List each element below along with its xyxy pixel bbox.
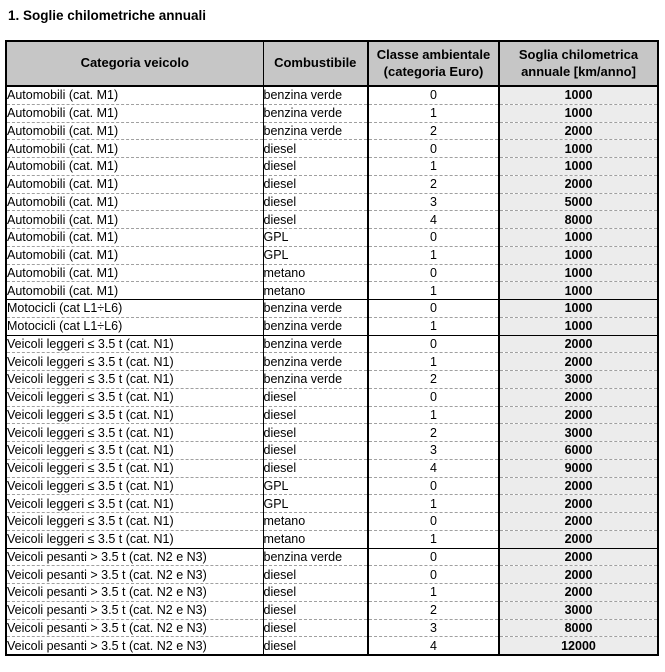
cell-soglia: 1000 [499,229,658,247]
cell-classe-euro: 1 [368,353,499,371]
cell-combustibile: GPL [263,229,368,247]
cell-soglia: 2000 [499,335,658,353]
table-body [6,86,658,655]
cell-soglia: 2000 [499,548,658,566]
cell-categoria: Automobili (cat. M1) [6,158,263,176]
cell-soglia: 2000 [499,495,658,513]
cell-categoria: Veicoli leggeri ≤ 3.5 t (cat. N1) [6,406,263,424]
cell-classe-euro: 1 [368,584,499,602]
table-row [6,211,658,229]
cell-combustibile: benzina verde [263,122,368,140]
cell-categoria: Veicoli pesanti > 3.5 t (cat. N2 e N3) [6,548,263,566]
cell-categoria: Automobili (cat. M1) [6,104,263,122]
table-row [6,282,658,300]
cell-combustibile: diesel [263,424,368,442]
table-row [6,193,658,211]
table-row [6,175,658,193]
cell-combustibile: GPL [263,246,368,264]
cell-combustibile: diesel [263,406,368,424]
cell-soglia: 1000 [499,158,658,176]
table-row [6,495,658,513]
cell-categoria: Veicoli leggeri ≤ 3.5 t (cat. N1) [6,335,263,353]
cell-classe-euro: 0 [368,388,499,406]
table-row [6,371,658,389]
cell-categoria: Automobili (cat. M1) [6,246,263,264]
cell-soglia: 2000 [499,566,658,584]
cell-categoria: Veicoli leggeri ≤ 3.5 t (cat. N1) [6,477,263,495]
cell-classe-euro: 0 [368,300,499,318]
cell-classe-euro: 3 [368,619,499,637]
cell-soglia: 1000 [499,86,658,104]
table-row [6,140,658,158]
cell-classe-euro: 1 [368,406,499,424]
cell-categoria: Veicoli leggeri ≤ 3.5 t (cat. N1) [6,513,263,531]
cell-categoria: Veicoli pesanti > 3.5 t (cat. N2 e N3) [6,637,263,655]
col-header-soglia: Soglia chilometrica annuale [km/anno] [499,41,658,86]
cell-combustibile: diesel [263,211,368,229]
cell-soglia: 1000 [499,282,658,300]
cell-soglia: 9000 [499,459,658,477]
cell-classe-euro: 0 [368,477,499,495]
cell-combustibile: metano [263,530,368,548]
col-header-classe: Classe ambientale (categoria Euro) [368,41,499,86]
cell-categoria: Automobili (cat. M1) [6,140,263,158]
cell-soglia: 3000 [499,601,658,619]
table-row [6,459,658,477]
header-row [6,41,658,86]
col-header-categoria: Categoria veicolo [6,41,263,86]
cell-combustibile: metano [263,282,368,300]
cell-categoria: Veicoli leggeri ≤ 3.5 t (cat. N1) [6,442,263,460]
cell-classe-euro: 2 [368,424,499,442]
col-header-combustibile: Combustibile [263,41,368,86]
cell-soglia: 2000 [499,477,658,495]
cell-categoria: Veicoli pesanti > 3.5 t (cat. N2 e N3) [6,619,263,637]
cell-soglia: 2000 [499,175,658,193]
cell-combustibile: benzina verde [263,371,368,389]
cell-classe-euro: 0 [368,86,499,104]
cell-combustibile: diesel [263,619,368,637]
cell-combustibile: GPL [263,495,368,513]
table-row [6,442,658,460]
cell-classe-euro: 0 [368,566,499,584]
cell-classe-euro: 0 [368,335,499,353]
table-row [6,264,658,282]
cell-categoria: Veicoli pesanti > 3.5 t (cat. N2 e N3) [6,601,263,619]
cell-combustibile: diesel [263,601,368,619]
table-row [6,246,658,264]
cell-categoria: Automobili (cat. M1) [6,229,263,247]
cell-soglia: 1000 [499,104,658,122]
cell-combustibile: diesel [263,140,368,158]
cell-combustibile: metano [263,513,368,531]
cell-soglia: 8000 [499,211,658,229]
cell-classe-euro: 0 [368,229,499,247]
cell-classe-euro: 0 [368,513,499,531]
cell-soglia: 8000 [499,619,658,637]
cell-combustibile: benzina verde [263,548,368,566]
cell-soglia: 1000 [499,264,658,282]
cell-combustibile: benzina verde [263,317,368,335]
cell-categoria: Automobili (cat. M1) [6,211,263,229]
table-row [6,566,658,584]
cell-soglia: 12000 [499,637,658,655]
cell-categoria: Automobili (cat. M1) [6,122,263,140]
cell-categoria: Veicoli leggeri ≤ 3.5 t (cat. N1) [6,388,263,406]
table-row [6,637,658,655]
cell-combustibile: benzina verde [263,335,368,353]
cell-classe-euro: 1 [368,246,499,264]
cell-classe-euro: 1 [368,495,499,513]
soglie-table [5,40,659,656]
cell-classe-euro: 1 [368,104,499,122]
page-title: 1. Soglie chilometriche annuali [8,8,207,23]
table-row [6,353,658,371]
cell-categoria: Veicoli pesanti > 3.5 t (cat. N2 e N3) [6,584,263,602]
cell-categoria: Automobili (cat. M1) [6,86,263,104]
table-row [6,86,658,104]
table-row [6,317,658,335]
table-row [6,229,658,247]
cell-soglia: 1000 [499,300,658,318]
cell-combustibile: diesel [263,175,368,193]
cell-combustibile: benzina verde [263,353,368,371]
cell-classe-euro: 0 [368,548,499,566]
cell-soglia: 3000 [499,371,658,389]
table-row [6,300,658,318]
cell-soglia: 1000 [499,317,658,335]
cell-combustibile: diesel [263,158,368,176]
cell-soglia: 2000 [499,406,658,424]
cell-classe-euro: 1 [368,530,499,548]
cell-combustibile: diesel [263,388,368,406]
cell-categoria: Motocicli (cat L1÷L6) [6,300,263,318]
cell-combustibile: benzina verde [263,300,368,318]
cell-soglia: 3000 [499,424,658,442]
cell-classe-euro: 1 [368,158,499,176]
cell-combustibile: diesel [263,459,368,477]
cell-classe-euro: 4 [368,637,499,655]
cell-combustibile: GPL [263,477,368,495]
cell-soglia: 6000 [499,442,658,460]
table-row [6,548,658,566]
cell-categoria: Veicoli leggeri ≤ 3.5 t (cat. N1) [6,530,263,548]
cell-combustibile: benzina verde [263,86,368,104]
cell-categoria: Automobili (cat. M1) [6,175,263,193]
cell-classe-euro: 4 [368,459,499,477]
cell-combustibile: diesel [263,584,368,602]
cell-soglia: 1000 [499,246,658,264]
cell-categoria: Automobili (cat. M1) [6,264,263,282]
cell-categoria: Automobili (cat. M1) [6,282,263,300]
cell-classe-euro: 2 [368,122,499,140]
table-row [6,424,658,442]
table-row [6,619,658,637]
table-row [6,158,658,176]
cell-categoria: Veicoli leggeri ≤ 3.5 t (cat. N1) [6,459,263,477]
cell-classe-euro: 2 [368,175,499,193]
cell-classe-euro: 1 [368,282,499,300]
cell-combustibile: metano [263,264,368,282]
cell-categoria: Automobili (cat. M1) [6,193,263,211]
cell-soglia: 2000 [499,353,658,371]
cell-classe-euro: 0 [368,140,499,158]
table-row [6,477,658,495]
table-row [6,104,658,122]
cell-categoria: Veicoli leggeri ≤ 3.5 t (cat. N1) [6,495,263,513]
cell-combustibile: diesel [263,637,368,655]
cell-soglia: 2000 [499,122,658,140]
cell-combustibile: benzina verde [263,104,368,122]
cell-soglia: 1000 [499,140,658,158]
cell-classe-euro: 3 [368,193,499,211]
cell-classe-euro: 1 [368,317,499,335]
cell-soglia: 2000 [499,388,658,406]
table-row [6,335,658,353]
cell-categoria: Veicoli leggeri ≤ 3.5 t (cat. N1) [6,353,263,371]
cell-soglia: 5000 [499,193,658,211]
cell-soglia: 2000 [499,513,658,531]
cell-categoria: Veicoli leggeri ≤ 3.5 t (cat. N1) [6,424,263,442]
table-row [6,584,658,602]
cell-combustibile: diesel [263,566,368,584]
cell-soglia: 2000 [499,530,658,548]
cell-classe-euro: 0 [368,264,499,282]
table-row [6,122,658,140]
cell-categoria: Motocicli (cat L1÷L6) [6,317,263,335]
table-row [6,388,658,406]
table-row [6,601,658,619]
table-row [6,530,658,548]
cell-combustibile: diesel [263,193,368,211]
cell-classe-euro: 3 [368,442,499,460]
cell-categoria: Veicoli pesanti > 3.5 t (cat. N2 e N3) [6,566,263,584]
cell-categoria: Veicoli leggeri ≤ 3.5 t (cat. N1) [6,371,263,389]
cell-soglia: 2000 [499,584,658,602]
cell-classe-euro: 4 [368,211,499,229]
table-row [6,513,658,531]
table-header [6,41,658,86]
table-row [6,406,658,424]
cell-classe-euro: 2 [368,371,499,389]
cell-classe-euro: 2 [368,601,499,619]
cell-combustibile: diesel [263,442,368,460]
